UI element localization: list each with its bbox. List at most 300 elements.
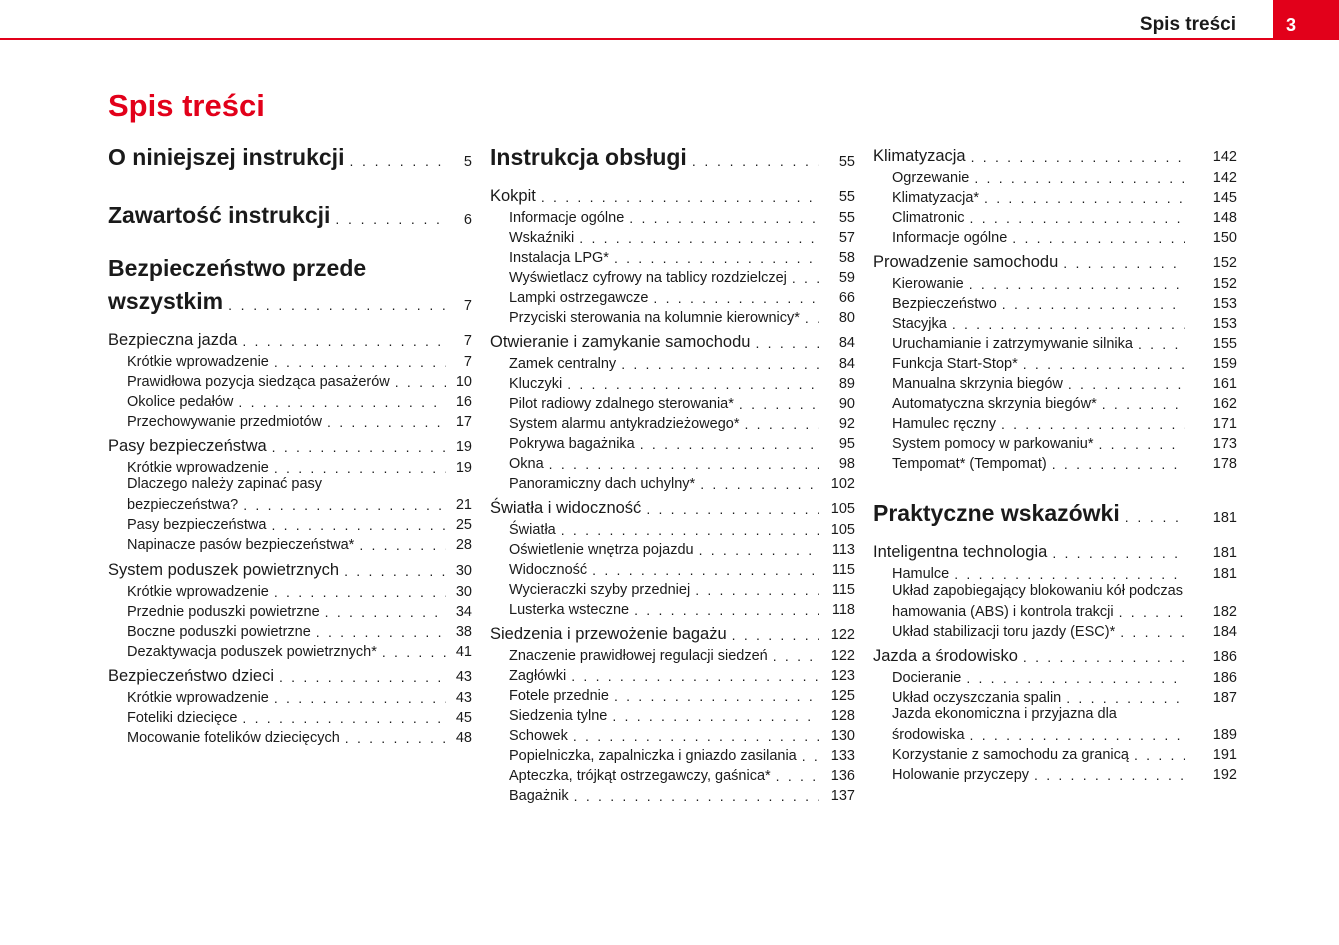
toc-section-entry[interactable]	[108, 391, 472, 410]
toc-dot-leader	[727, 627, 819, 644]
toc-page-number: 162	[1212, 396, 1237, 412]
toc-dot-leader	[609, 688, 819, 704]
toc-page-number: 128	[830, 708, 855, 724]
toc-section-entry[interactable]	[873, 353, 1237, 372]
toc-section-entry[interactable]	[873, 333, 1237, 352]
toc-page-number: 28	[455, 537, 472, 553]
toc-dot-leader	[969, 170, 1185, 186]
toc-entry-title: Okna	[509, 456, 544, 472]
toc-chapter-entry[interactable]	[108, 558, 472, 580]
toc-dot-leader	[965, 727, 1185, 743]
toc-entry-title: Siedzenia i przewożenie bagażu	[490, 625, 727, 643]
toc-page-number: 173	[1212, 436, 1237, 452]
toc-page-number: 159	[1212, 356, 1237, 372]
toc-page-number: 142	[1212, 170, 1237, 186]
toc-section-entry[interactable]	[108, 641, 472, 660]
toc-page-number: 137	[830, 788, 855, 804]
toc-section-entry[interactable]	[873, 373, 1237, 392]
toc-entry-title: Bezpieczna jazda	[108, 331, 238, 349]
toc-section-entry[interactable]	[490, 413, 855, 432]
toc-entry-title: Popielniczka, zapalniczka i gniazdo zasilania	[509, 748, 797, 764]
toc-page-number: 192	[1212, 767, 1237, 783]
toc-section-entry[interactable]	[108, 707, 472, 726]
toc-dot-leader	[267, 439, 446, 456]
toc-page-number: 130	[830, 728, 855, 744]
page-title: Spis treści	[108, 88, 265, 123]
toc-page-number: 34	[455, 604, 472, 620]
toc-entry-title: Prowadzenie samochodu	[873, 253, 1059, 271]
toc-chapter-entry[interactable]	[873, 644, 1237, 666]
toc-page-number: 43	[455, 690, 472, 706]
toc-entry-title: Wyświetlacz cyfrowy na tablicy rozdzielczej	[509, 270, 787, 286]
toc-entry-title: Funkcja Start-Stop*	[892, 356, 1018, 372]
toc-dot-leader	[566, 668, 819, 684]
toc-dot-leader	[237, 333, 446, 350]
toc-dot-leader	[1093, 436, 1185, 452]
toc-dot-leader	[320, 604, 446, 620]
toc-section-entry[interactable]	[490, 745, 855, 764]
toc-section-entry[interactable]	[873, 187, 1237, 206]
toc-section-entry[interactable]	[490, 373, 855, 392]
toc-entry-title: Klimatyzacja	[873, 147, 966, 165]
page-number: 3	[1273, 0, 1339, 40]
toc-page-number: 123	[830, 668, 855, 684]
toc-page-number: 122	[830, 627, 855, 643]
toc-dot-leader	[556, 522, 819, 538]
toc-entry-title: Fotele przednie	[509, 688, 609, 704]
toc-entry-title: Jazda a środowisko	[873, 647, 1018, 665]
header-title: Spis treści	[1139, 14, 1236, 35]
toc-dot-leader	[965, 210, 1185, 226]
toc-entry-title: Zagłówki	[509, 668, 567, 684]
toc-section-entry[interactable]	[490, 559, 855, 578]
toc-page-number: 136	[830, 768, 855, 784]
toc-section-entry[interactable]	[490, 287, 855, 306]
toc-entry-title: Automatyczna skrzynia biegów*	[892, 396, 1097, 412]
toc-page-number: 48	[455, 730, 472, 746]
toc-dot-leader	[964, 276, 1185, 292]
toc-entry-title: O niniejszej instrukcji	[108, 144, 345, 170]
toc-entry-title: Światła i widoczność	[490, 499, 642, 517]
toc-page-number: 25	[455, 517, 472, 533]
toc-dot-leader	[797, 748, 819, 764]
toc-section-entry[interactable]	[108, 687, 472, 706]
toc-section-entry[interactable]	[108, 534, 472, 553]
toc-dot-leader	[1063, 376, 1185, 392]
toc-chapter-entry[interactable]	[873, 250, 1237, 272]
toc-dot-leader	[768, 648, 819, 664]
toc-section-entry[interactable]	[108, 601, 472, 620]
toc-page-number: 89	[838, 376, 855, 392]
toc-page-number: 191	[1212, 747, 1237, 763]
toc-page-number: 98	[838, 456, 855, 472]
toc-dot-leader	[339, 563, 446, 580]
toc-entry-title: Układ stabilizacji toru jazdy (ESC)*	[892, 624, 1116, 640]
toc-page-number: 186	[1212, 670, 1237, 686]
toc-entry-title: Praktyczne wskazówki	[873, 500, 1120, 526]
toc-section-entry[interactable]	[490, 645, 855, 664]
toc-dot-leader	[1061, 690, 1185, 706]
toc-dot-leader	[1018, 649, 1185, 666]
toc-entry-title: Bagażnik	[509, 788, 569, 804]
toc-section-entry[interactable]	[490, 685, 855, 704]
toc-entry-title: Znaczenie prawidłowej regulacji siedzeń	[509, 648, 768, 664]
toc-page-number: 155	[1212, 336, 1237, 352]
toc-chapter-entry[interactable]	[108, 434, 472, 456]
toc-entry-title: Schowek	[509, 728, 568, 744]
toc-section-entry[interactable]	[873, 167, 1237, 186]
toc-dot-leader	[266, 517, 446, 533]
toc-entry-title: Krótkie wprowadzenie	[127, 690, 269, 706]
toc-dot-leader	[695, 476, 819, 492]
toc-page-number: 80	[838, 310, 855, 326]
toc-entry-title: Apteczka, trójkąt ostrzegawczy, gaśnica*	[509, 768, 771, 784]
toc-page-number: 145	[1212, 190, 1237, 206]
toc-entry-title: Otwieranie i zamykanie samochodu	[490, 333, 751, 351]
toc-part-entry[interactable]	[108, 199, 472, 229]
toc-entry-title: Napinacze pasów bezpieczeństwa*	[127, 537, 355, 553]
toc-dot-leader	[624, 210, 819, 226]
toc-section-entry[interactable]	[108, 371, 472, 390]
toc-dot-leader	[750, 335, 819, 352]
toc-page-number: 6	[463, 212, 472, 228]
toc-entry-title: Kluczyki	[509, 376, 563, 392]
toc-chapter-entry[interactable]	[490, 622, 855, 644]
toc-section-entry[interactable]	[490, 247, 855, 266]
toc-entry-title: hamowania (ABS) i kontrola trakcji	[892, 604, 1114, 620]
toc-entry-title: bezpieczeństwa?	[127, 497, 239, 513]
toc-dot-leader	[1120, 509, 1185, 527]
toc-dot-leader	[1097, 396, 1185, 412]
toc-entry-title: Wycieraczki szyby przedniej	[509, 582, 691, 598]
toc-entry-title: Przyciski sterowania na kolumnie kierownicy*	[509, 310, 800, 326]
toc-page-number: 55	[838, 210, 855, 226]
toc-section-entry[interactable]	[490, 785, 855, 804]
toc-dot-leader	[1115, 624, 1185, 640]
toc-page-number: 5	[463, 154, 472, 170]
toc-section-entry[interactable]	[490, 267, 855, 286]
toc-section-entry[interactable]	[108, 457, 472, 476]
toc-entry-title: Wskaźniki	[509, 230, 575, 246]
toc-section-entry[interactable]	[490, 307, 855, 326]
toc-section-entry[interactable]	[490, 765, 855, 784]
toc-page-number: 161	[1212, 376, 1237, 392]
toc-section-entry[interactable]	[490, 227, 855, 246]
toc-entry-title: Ogrzewanie	[892, 170, 970, 186]
toc-section-entry[interactable]	[490, 725, 855, 744]
toc-chapter-entry[interactable]	[873, 144, 1237, 166]
toc-dot-leader	[1007, 230, 1185, 246]
toc-section-entry[interactable]	[873, 453, 1237, 472]
toc-entry-title: Instalacja LPG*	[509, 250, 609, 266]
toc-entry-title: Widoczność	[509, 562, 588, 578]
toc-entry-title: Uruchamianie i zatrzymywanie silnika	[892, 336, 1133, 352]
toc-page-number: 181	[1212, 545, 1237, 561]
toc-entry-title: Hamulec ręczny	[892, 416, 996, 432]
toc-page-number: 30	[455, 563, 472, 579]
toc-section-entry[interactable]	[490, 473, 855, 492]
toc-entry-title: Krótkie wprowadzenie	[127, 584, 269, 600]
toc-entry-title: Bezpieczeństwo dzieci	[108, 667, 274, 685]
toc-section-entry[interactable]	[490, 519, 855, 538]
toc-section-entry[interactable]	[873, 433, 1237, 452]
toc-dot-leader	[569, 788, 819, 804]
toc-section-entry[interactable]	[873, 687, 1237, 706]
toc-section-entry[interactable]	[108, 621, 472, 640]
toc-dot-leader	[635, 436, 819, 452]
toc-entry-title: Manualna skrzynia biegów	[892, 376, 1063, 392]
toc-dot-leader	[740, 416, 820, 432]
toc-entry-title-line1: Jazda ekonomiczna i przyjazna dla	[892, 706, 1117, 722]
toc-entry-title-line1: Układ zapobiegający blokowaniu kół podczas	[892, 583, 1183, 599]
toc-dot-leader	[233, 394, 446, 410]
toc-entry-title: Mocowanie fotelików dziecięcych	[127, 730, 340, 746]
toc-page-number: 184	[1212, 624, 1237, 640]
toc-section-entry[interactable]	[873, 313, 1237, 332]
toc-page-number: 150	[1212, 230, 1237, 246]
toc-entry-title: System poduszek powietrznych	[108, 561, 340, 579]
toc-dot-leader	[1047, 545, 1185, 562]
toc-entry-title: Oświetlenie wnętrza pojazdu	[509, 542, 694, 558]
toc-section-entry[interactable]	[873, 764, 1237, 783]
toc-dot-leader	[390, 374, 446, 390]
toc-entry-title-line1: Dlaczego należy zapinać pasy	[127, 476, 323, 492]
toc-part-entry[interactable]	[108, 285, 472, 315]
toc-page-number: 45	[455, 710, 472, 726]
toc-page-number: 43	[455, 669, 472, 685]
toc-page-number: 181	[1212, 510, 1237, 526]
toc-entry-title: Światła	[509, 522, 556, 538]
toc-section-entry[interactable]	[873, 621, 1237, 640]
toc-section-entry[interactable]	[490, 579, 855, 598]
toc-page-number: 142	[1212, 149, 1237, 165]
toc-dot-leader	[269, 460, 446, 476]
toc-dot-leader	[536, 189, 819, 206]
toc-page-number: 90	[838, 396, 855, 412]
toc-page-number: 59	[838, 270, 855, 286]
toc-entry-title: Climatronic	[892, 210, 965, 226]
toc-entry-title: Holowanie przyczepy	[892, 767, 1030, 783]
toc-entry-title: Krótkie wprowadzenie	[127, 460, 269, 476]
toc-page-number: 189	[1212, 727, 1237, 743]
toc-entry-title: Siedzenia tylne	[509, 708, 608, 724]
toc-page-number: 148	[1212, 210, 1237, 226]
toc-section-entry[interactable]	[108, 494, 472, 513]
toc-section-entry[interactable]	[490, 665, 855, 684]
toc-entry-title: Informacje ogólne	[509, 210, 625, 226]
toc-page-number: 84	[838, 335, 855, 351]
toc-column-1	[108, 0, 472, 945]
toc-page-number: 66	[838, 290, 855, 306]
toc-section-entry[interactable]	[873, 724, 1237, 743]
toc-page-number: 113	[831, 542, 855, 558]
toc-entry-title: Zamek centralny	[509, 356, 617, 372]
toc-section-entry[interactable]	[490, 599, 855, 618]
toc-chapter-entry[interactable]	[490, 496, 855, 518]
toc-section-entry[interactable]	[108, 411, 472, 430]
toc-dot-leader	[961, 670, 1185, 686]
toc-page-number: 152	[1212, 276, 1237, 292]
toc-page-number: 58	[838, 250, 855, 266]
toc-page-number: 181	[1212, 566, 1237, 582]
toc-entry-title: Tempomat* (Tempomat)	[892, 456, 1047, 472]
toc-dot-leader	[340, 730, 446, 746]
toc-section-entry[interactable]	[873, 273, 1237, 292]
toc-dot-leader	[344, 153, 446, 171]
toc-page-number: 153	[1212, 296, 1237, 312]
toc-page-number: 182	[1212, 604, 1237, 620]
toc-page-number: 95	[838, 436, 855, 452]
toc-entry-title: Zawartość instrukcji	[108, 202, 331, 228]
toc-section-entry[interactable]	[108, 727, 472, 746]
toc-dot-leader	[694, 542, 819, 558]
toc-section-entry[interactable]	[490, 539, 855, 558]
toc-entry-title: Hamulce	[892, 566, 950, 582]
toc-entry-title-line1: Bezpieczeństwo przede	[108, 255, 367, 281]
toc-page-number: 92	[838, 416, 855, 432]
toc-page-number: 178	[1212, 456, 1237, 472]
toc-entry-title: Kierowanie	[892, 276, 964, 292]
toc-page-number: 133	[830, 748, 855, 764]
toc-section-entry[interactable]	[873, 744, 1237, 763]
toc-section-entry[interactable]	[873, 293, 1237, 312]
toc-dot-leader	[1133, 336, 1185, 352]
toc-dot-leader	[274, 669, 446, 686]
toc-section-entry[interactable]	[490, 453, 855, 472]
toc-page-number: 186	[1212, 649, 1237, 665]
toc-page-number: 105	[830, 522, 855, 538]
toc-entry-title: Pasy bezpieczeństwa	[108, 437, 267, 455]
toc-dot-leader	[607, 708, 819, 724]
toc-page-number: 115	[831, 562, 855, 578]
toc-entry-title: Bezpieczeństwo	[892, 296, 997, 312]
toc-section-entry[interactable]	[108, 514, 472, 533]
toc-section-entry[interactable]	[873, 667, 1237, 686]
toc-page-number: 21	[455, 497, 472, 513]
toc-dot-leader	[800, 310, 819, 326]
toc-section-entry[interactable]	[108, 581, 472, 600]
toc-entry-title: Pasy bezpieczeństwa	[127, 517, 267, 533]
toc-entry-title: Krótkie wprowadzenie	[127, 354, 269, 370]
toc-entry-title: Pokrywa bagażnika	[509, 436, 635, 452]
toc-section-entry[interactable]	[873, 393, 1237, 412]
toc-dot-leader	[269, 354, 446, 370]
toc-dot-leader	[354, 537, 446, 553]
toc-dot-leader	[377, 644, 446, 660]
toc-part-entry[interactable]	[108, 141, 472, 171]
toc-dot-leader	[1047, 456, 1185, 472]
toc-entry-title: Pilot radiowy zdalnego sterowania*	[509, 396, 734, 412]
toc-column-2	[490, 0, 855, 945]
toc-part-entry[interactable]	[873, 497, 1237, 527]
toc-section-entry[interactable]	[490, 207, 855, 226]
toc-entry-title: Kokpit	[490, 187, 536, 205]
toc-page-number: 10	[455, 374, 472, 390]
toc-page-number: 171	[1212, 416, 1237, 432]
toc-page-number: 115	[831, 582, 855, 598]
toc-dot-leader	[330, 211, 446, 229]
toc-entry-title: Inteligentna technologia	[873, 543, 1048, 561]
toc-page-number: 16	[455, 394, 472, 410]
toc-dot-leader	[629, 602, 819, 618]
toc-section-entry[interactable]	[108, 351, 472, 370]
toc-entry-title: Układ oczyszczania spalin	[892, 690, 1062, 706]
toc-entry-title: System alarmu antykradzieżowego*	[509, 416, 740, 432]
toc-section-entry[interactable]	[873, 207, 1237, 226]
toc-section-entry[interactable]	[873, 413, 1237, 432]
toc-dot-leader	[609, 250, 819, 266]
toc-entry-title: Lusterka wsteczne	[509, 602, 630, 618]
toc-entry-title: Przednie poduszki powietrzne	[127, 604, 320, 620]
toc-entry-title: wszystkim	[108, 288, 224, 314]
toc-section-entry[interactable]	[873, 563, 1237, 582]
toc-page-number: 102	[830, 476, 855, 492]
toc-page-number: 187	[1212, 690, 1237, 706]
toc-page-number: 152	[1212, 255, 1237, 271]
toc-entry-title: Instrukcja obsługi	[490, 144, 687, 170]
toc-dot-leader	[616, 356, 819, 372]
toc-dot-leader	[574, 230, 819, 246]
toc-page-number: 7	[463, 298, 472, 314]
toc-entry-title: Lampki ostrzegawcze	[509, 290, 649, 306]
toc-column-3	[873, 0, 1237, 945]
toc-page-number: 55	[838, 154, 855, 170]
toc-entry-title: Prawidłowa pozycja siedząca pasażerów	[127, 374, 390, 390]
toc-entry-title: Boczne poduszki powietrzne	[127, 624, 311, 640]
toc-page-number: 125	[830, 688, 855, 704]
toc-section-entry[interactable]	[490, 393, 855, 412]
toc-entry-title: Foteliki dziecięce	[127, 710, 238, 726]
toc-dot-leader	[269, 690, 446, 706]
toc-chapter-entry[interactable]	[490, 330, 855, 352]
toc-page-number: 57	[838, 230, 855, 246]
toc-dot-leader	[641, 501, 819, 518]
toc-page-number: 17	[455, 414, 472, 430]
toc-page-number: 19	[455, 439, 472, 455]
toc-section-entry[interactable]	[490, 433, 855, 452]
toc-dot-leader	[771, 768, 819, 784]
toc-section-entry[interactable]	[873, 227, 1237, 246]
toc-section-entry[interactable]	[490, 353, 855, 372]
toc-section-entry[interactable]	[490, 705, 855, 724]
toc-page-number: 55	[838, 189, 855, 205]
toc-page-number: 30	[455, 584, 472, 600]
toc-page-number: 38	[455, 624, 472, 640]
toc-entry-title: środowiska	[892, 727, 965, 743]
toc-chapter-entry[interactable]	[873, 540, 1237, 562]
toc-entry-title: Stacyjka	[892, 316, 947, 332]
toc-entry-title: Informacje ogólne	[892, 230, 1008, 246]
toc-dot-leader	[947, 316, 1185, 332]
toc-page-number: 122	[830, 648, 855, 664]
toc-part-entry[interactable]	[490, 141, 855, 171]
toc-chapter-entry[interactable]	[108, 664, 472, 686]
toc-page-number: 105	[830, 501, 855, 517]
toc-dot-leader	[544, 456, 819, 472]
toc-dot-leader	[997, 296, 1185, 312]
toc-section-entry[interactable]	[873, 601, 1237, 620]
toc-entry-title: Przechowywanie przedmiotów	[127, 414, 323, 430]
toc-dot-leader	[996, 416, 1185, 432]
toc-entry-title: Dezaktywacja poduszek powietrznych*	[127, 644, 377, 660]
toc-entry-title: Panoramiczny dach uchylny*	[509, 476, 696, 492]
toc-dot-leader	[1018, 356, 1185, 372]
toc-dot-leader	[979, 190, 1185, 206]
toc-chapter-entry[interactable]	[490, 184, 855, 206]
toc-dot-leader	[1029, 767, 1185, 783]
toc-dot-leader	[1129, 747, 1185, 763]
toc-chapter-entry[interactable]	[108, 328, 472, 350]
